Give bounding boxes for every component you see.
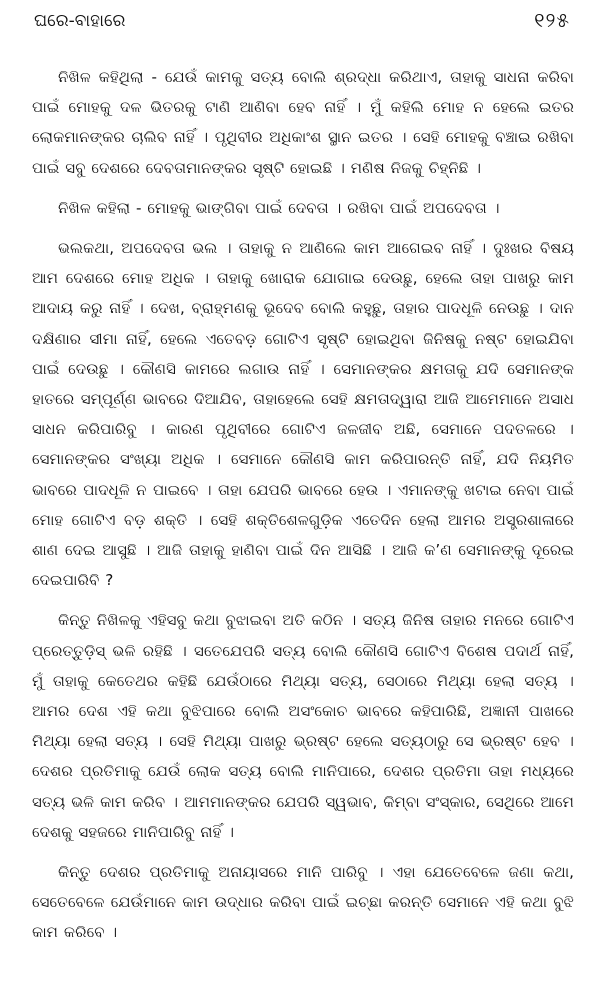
page-header [32, 0, 574, 40]
paragraph: ନିଖିଳ କହିଥିଲା - ଯେଉଁ କାମକୁ ସତ୍ୟ ବୋଲି ଶ୍ରଦ୍ଧା କରିଥାଏ, ତାହାକୁ ସାଧନା କରିବା ପାଇଁ ମୋହକୁ ଦଳ ଭିତରକୁ ଟାଣି ଆଣିବା ହେବ ନାହିଁ । ମୁଁ କହିଲି ମୋହ ନ ହେଲେ ଇତର ଲୋକମାନଙ୍କର ଚାଲିବ ନାହିଁ । ପୃଥିବୀର ଅଧିକାଂଶ ସ୍ଥାନ ଇତର । ସେହି ମୋହକୁ ବଞ୍ଚାଇ ରଖିବା ପାଇଁ ସବୁ ଦେଶରେ ଦେବତାମାନଙ୍କର ସୃଷ୍ଟି ହୋଇଛି । ମଣିଷ ନିଜକୁ ଚିହ୍ନିଛି । [32, 68, 574, 177]
page-number: ୧୨୫ [534, 8, 570, 32]
paragraph: ନିଖିଳ କହିଲା - ମୋହକୁ ଭାଙ୍ଗିବା ପାଇଁ ଦେବତା । ରଖିବା ପାଇଁ ଅପଦେବତା । [58, 198, 500, 217]
running-title: ଘରେ-ବାହାରେ [34, 11, 126, 31]
paragraph: କିନ୍ତୁ ନିଖିଳକୁ ଏହିସବୁ କଥା ବୁଝାଇବା ଅତି କଠିନ । ସତ୍ୟ ଜିନିଷ ତାହାର ମନରେ ଗୋଟିଏ ପ୍ରେତ୍ତୁଡ଼ିସ୍ ଭଳି ରହିଛି । ସତେଯେପରି ସତ୍ୟ ବୋଲି କୌଣସି ଗୋଟିଏ ବିଶେଷ ପଦାର୍ଥ ନାହିଁ, ମୁଁ ତାହାକୁ କେତେଥର କହିଛି ଯେଉଁଠାରେ ମିଥ୍ୟା ସତ୍ୟ, ସେଠାରେ ମିଥ୍ୟା ହେଲା ସତ୍ୟ । ଆମର ଦେଶ ଏହି କଥା ବୁଝିପାରେ ବୋଲି ଅସଂକୋଚ ଭାବରେ କହିପାରିଛି, ଅଜ୍ଞାନୀ ପାଖରେ ମିଥ୍ୟା ହେଲା ସତ୍ୟ । ସେହି ମିଥ୍ୟା ପାଖରୁ ଭ୍ରଷ୍ଟ ହେଲେ ସତ୍ୟଠାରୁ ସେ ଭ୍ରଷ୍ଟ ହେବ । ଦେଶର ପ୍ରତିମାକୁ ଯେଉଁ ଲୋକ ସତ୍ୟ ବୋଲି ମାନିପାରେ, ଦେଶର ପ୍ରତିମା ତାହା ମଧ୍ୟରେ ସତ୍ୟ ଭଳି କାମ କରିବ । ଆମମାନଙ୍କର ଯେପରି ସ୍ୱଭାବ, କିମ୍ବା ସଂସ୍କାର, ସେଥିରେ ଆମେ ଦେଶକୁ ସହଜରେ ମାନିପାରିବୁ ନାହିଁ । [32, 611, 574, 841]
paragraph: କିନ୍ତୁ ଦେଶର ପ୍ରତିମାକୁ ଅନାୟାସରେ ମାନି ପାରିବୁ । ଏହା ଯେତେବେଳେ ଜଣା କଥା, ସେତେବେଳେ ଯେଉଁମାନେ କାମ ଉଦ୍ଧାର କରିବା ପାଇଁ ଇଚ୍ଛା କରନ୍ତି ସେମାନେ ଏହି କଥା ବୁଝି କାମ କରିବେ । [32, 863, 574, 942]
page-body [32, 62, 574, 948]
paragraph: ଭଲକଥା, ଅପଦେବତା ଭଲ । ତାହାକୁ ନ ଆଣିଲେ କାମ ଆଗେଇବ ନାହିଁ । ଦୁଃଖର ବିଷୟ ଆମ ଦେଶରେ ମୋହ ଅଧିକ । ତାହାକୁ ଖୋରାକ ଯୋଗାଇ ଦେଉଛୁ, ହେଲେ ତାହା ପାଖରୁ କାମ ଆଦାୟ କରୁ ନାହିଁ । ଦେଖ, ବ୍ରାହ୍ମଣକୁ ଭୂଦେବ ବୋଲି କହୁଛୁ, ତାହାର ପାଦଧୂଳି ନେଉଛୁ । ଦାନ ଦକ୍ଷିଣାର ସୀମା ନାହିଁ, ହେଲେ ଏତେବଡ଼ ଗୋଟିଏ ସୃଷ୍ଟି ହୋଇଥିବା ଜିନିଷକୁ ନଷ୍ଟ ହୋଇଯିବା ପାଇଁ ଦେଉଛୁ । କୌଣସି କାମରେ ଲଗାଉ ନାହିଁ । ସେମାନଙ୍କର କ୍ଷମତାକୁ ଯଦି ସେମାନଙ୍କ ହାତରେ ସମ୍ପୂର୍ଣ୍ଣ ଭାବରେ ଦିଆଯିବ, ତାହାହେଲେ ସେହି କ୍ଷମତାଦ୍ୱାରା ଆଜି ଆମେମାନେ ଅସାଧ ସାଧନ କରିପାରିବୁ । କାରଣ ପୃଥିବୀରେ ଗୋଟିଏ ଜଳଜୀବ ଅଛି, ସେମାନେ ପଦତଳରେ । ସେମାନଙ୍କର ସଂଖ୍ୟା ଅଧିକ । ସେମାନେ କୌଣସି କାମ କରିପାରନ୍ତି ନାହିଁ, ଯଦି ନିୟମିତ ଭାବରେ ପାଦଧୂଳି ନ ପାଇବେ । ତାହା ଯେପରି ଭାବରେ ହେଉ । ଏମାନଙ୍କୁ ଖଟାଇ ନେବା ପାଇଁ ମୋହ ଗୋଟିଏ ବଡ଼ ଶକ୍ତି । ସେହି ଶକ୍ତିଶେଳଗୁଡ଼ିକ ଏତେଦିନ ହେଲା ଆମର ଅସ୍ତ୍ରଶାଳାରେ ଶାଣ ଦେଇ ଆସୁଛି । ଆଜି ତାହାକୁ ହାଣିବା ପାଇଁ ଦିନ ଆସିଛି । ଆଜି କ’ଣ ସେମାନଙ୍କୁ ଦୂରେଇ ଦେଇପାରିବି ? [32, 239, 574, 590]
